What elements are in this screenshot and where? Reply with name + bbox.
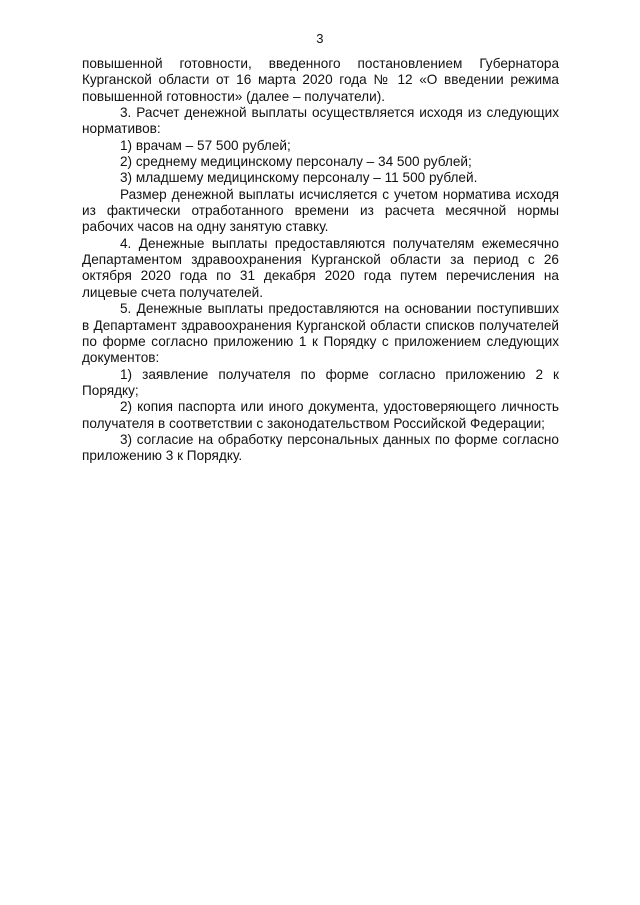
paragraph-item-4: 4. Денежные выплаты предоставляются получателям ежемесячно Департаментом здравоохранения Курганской области за период с 26 октября 2020 года по 31 декабря 2020 года путем перечисления на лицевые счета получателей. (82, 235, 559, 300)
list-item-mid-staff: 2) среднему медицинскому персоналу – 34 500 рублей; (120, 154, 472, 170)
document-body (82, 56, 559, 465)
paragraph-payment-size: Размер денежной выплаты исчисляется с учетом норматива исходя из фактически отработанного времени из расчета месячной нормы рабочих часов на одну занятую ставку. (82, 186, 559, 235)
paragraph-continuation: повышенной готовности, введенного постановлением Губернатора Курганской области от 16 марта 2020 года № 12 «О введении режима повышенной готовности» (далее – получатели). (82, 56, 559, 104)
paragraph-item-5: 5. Денежные выплаты предоставляются на основании поступивших в Департамент здравоохранения Курганской области списков получателей по форме согласно приложению 1 к Порядку с приложением следующих документов: (82, 301, 559, 366)
list-item-doctors: 1) врачам – 57 500 рублей; (120, 137, 291, 153)
paragraph-item-3: 3. Расчет денежной выплаты осуществляется исходя из следующих нормативов: (82, 105, 559, 137)
list-item-passport-copy: 2) копия паспорта или иного документа, удостоверяющего личность получателя в соответствии с законодательством Российской Федерации; (82, 399, 559, 431)
list-item-application: 1) заявление получателя по форме согласно приложению 2 к Порядку; (82, 366, 559, 398)
list-item-junior-staff: 3) младшему медицинскому персоналу – 11 500 рублей. (120, 170, 478, 186)
page-number: 3 (316, 31, 324, 46)
list-item-data-consent: 3) согласие на обработку персональных данных по форме согласно приложению 3 к Порядку. (82, 431, 559, 464)
